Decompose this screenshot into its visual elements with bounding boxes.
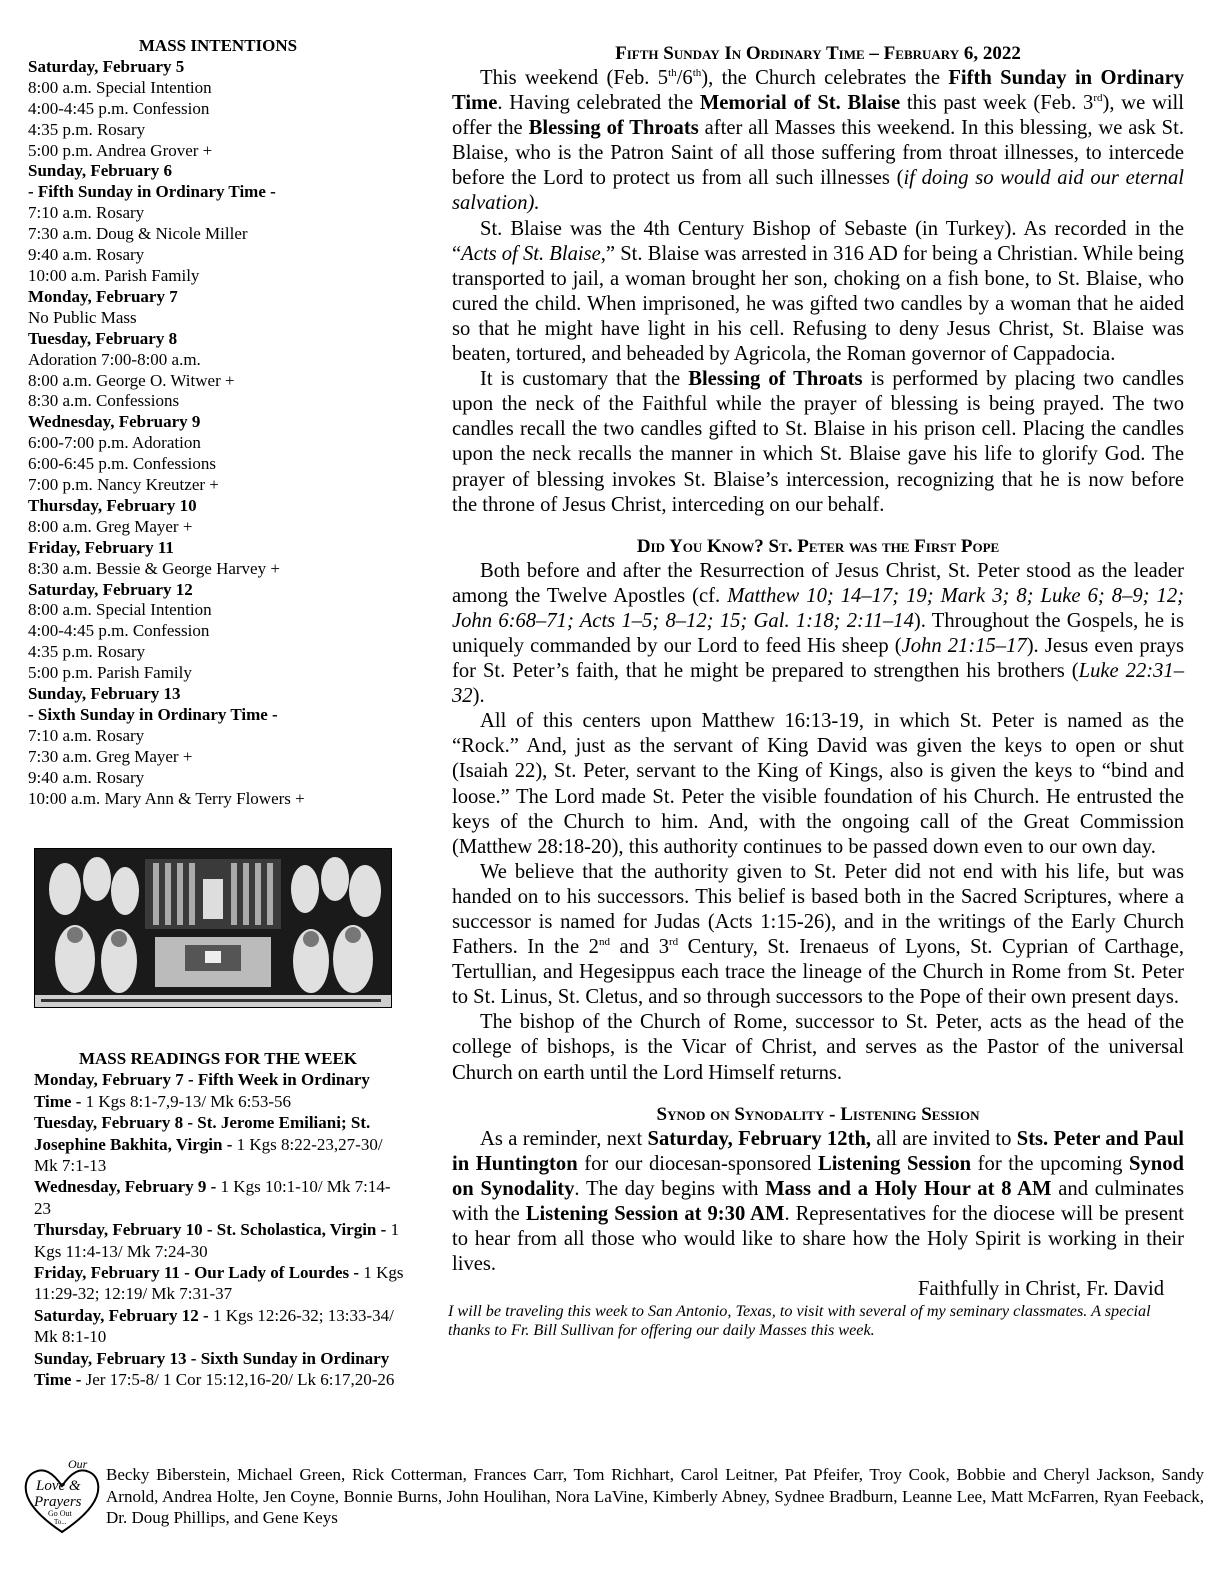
text-run: Mass and a Holy Hour at 8 AM bbox=[765, 1177, 1052, 1200]
text-run: rd bbox=[1093, 92, 1103, 105]
article-st-peter-paragraph-3 bbox=[452, 860, 1184, 1011]
article-st-peter-title: Did You Know? St. Peter was the First Pope bbox=[636, 535, 1000, 557]
article-fifth-sunday-paragraph-2 bbox=[452, 217, 1184, 368]
text-run: if doing so would aid our eternal salvation). bbox=[452, 167, 1184, 215]
intention-line: 8:30 a.m. Confessions bbox=[28, 391, 180, 411]
intention-line: 8:00 a.m. Special Intention bbox=[28, 77, 212, 97]
mass-intentions-heading: MASS INTENTIONS bbox=[138, 36, 298, 55]
article-synod-paragraph-1 bbox=[452, 1127, 1184, 1278]
intention-line: Adoration 7:00-8:00 a.m. bbox=[28, 349, 201, 369]
intention-line: 4:35 p.m. Rosary bbox=[28, 642, 146, 662]
reading-refs: 1 Kgs 10:1-10/ Mk 7:14-23 bbox=[34, 1177, 391, 1218]
reading-refs: 1 Kgs 8:22-23,27-30/ Mk 7:1-13 bbox=[34, 1134, 383, 1176]
reading-refs: 1 Kgs 11:4-13/ Mk 7:24-30 bbox=[34, 1220, 400, 1261]
text-run: nd bbox=[598, 936, 610, 949]
reading-entry bbox=[34, 1176, 406, 1219]
intention-day-heading: Saturday, February 5 bbox=[28, 56, 185, 76]
intention-day-heading: Monday, February 7 bbox=[28, 286, 178, 306]
intention-day-heading: Saturday, February 12 bbox=[28, 579, 193, 599]
text-run: Blessing of Throats bbox=[528, 117, 699, 140]
text-run: /6 bbox=[676, 67, 693, 89]
logo-word: To... bbox=[54, 1518, 67, 1526]
intention-line: 7:30 a.m. Greg Mayer + bbox=[28, 746, 193, 766]
text-run: St. Blaise was the 4th Century Bishop of Sebaste (in Turkey). As recorded in the “ bbox=[452, 217, 1184, 265]
intention-day-heading: - Fifth Sunday in Ordinary Time - bbox=[28, 182, 276, 202]
mass-intentions bbox=[28, 36, 408, 810]
article-st-peter-paragraph-4: The bishop of the Church of Rome, successor to St. Peter, acts as the head of the college of bishops, is the Vicar of Christ, and serves as the Pastor of the universal Church on earth until the Lord Himself returns. bbox=[452, 1011, 1184, 1084]
reading-entry bbox=[34, 1348, 406, 1391]
text-run: This weekend (Feb. 5 bbox=[480, 67, 669, 89]
text-run: . Representatives for the diocese will be present to hear from all those who would like to share how the Holy Spirit is working in their lives. bbox=[452, 1202, 1184, 1276]
signature: Faithfully in Christ, Fr. David bbox=[918, 1278, 1164, 1301]
intention-line: 7:30 a.m. Doug & Nicole Miller bbox=[28, 224, 248, 244]
reading-refs: 1 Kgs 8:1-7,9-13/ Mk 6:53-56 bbox=[85, 1091, 292, 1111]
mass-intentions-list bbox=[28, 57, 408, 810]
text-run: As a reminder, next bbox=[480, 1127, 648, 1150]
travel-note: I will be traveling this week to San Antonio, Texas, to visit with several of my seminary classmates. A special thanks to Fr. Bill Sullivan for offering our daily Masses this week. bbox=[448, 1302, 1151, 1340]
reading-day: Sunday, February 13 - Sixth Sunday in Ordinary Time - bbox=[34, 1348, 390, 1390]
reading-entry bbox=[34, 1219, 406, 1262]
text-run: ,” St. Blaise was arrested in 316 AD for being a Christian. While being transported to jail, a woman brought her son, choking on a fish bone, to St. Blaise, who cured the child. When imprisoned, he was gifted two candles by a woman that he aided so that he might have light in his cell. Refusing to deny Jesus Christ, St. Blaise was beaten, tortured, and beheaded by Agricola, the Roman governor of Cappadocia. bbox=[452, 242, 1184, 366]
text-run: We believe that the authority given to St. Peter did not end with his life, but was handed on to his successors. This belief is based both in the Sacred Scriptures, where a successor is named for Judas (Acts 1:15-26), and in the writings of the Early Church Fathers. In the 2 bbox=[452, 860, 1184, 959]
reading-entry bbox=[34, 1262, 406, 1305]
intention-day-heading: Tuesday, February 8 bbox=[28, 328, 178, 348]
article-st-peter-paragraph-1 bbox=[452, 559, 1184, 710]
text-run: ). Throughout the Gospels, he is uniquely commanded by our Lord to feed His sheep ( bbox=[452, 609, 1184, 657]
reading-day: Monday, February 7 - Fifth Week in Ordinary Time - bbox=[34, 1070, 370, 1111]
article-fifth-sunday-paragraph-1 bbox=[452, 66, 1184, 217]
text-run: Blessing of Throats bbox=[688, 368, 863, 391]
mass-readings bbox=[34, 1048, 406, 1391]
reading-day: Tuesday, February 8 - St. Jerome Emiliani; St. Josephine Bakhita, Virgin - bbox=[34, 1113, 371, 1154]
intention-line: 6:00-6:45 p.m. Confessions bbox=[28, 454, 216, 474]
text-run: Listening Session bbox=[817, 1152, 972, 1175]
intention-line: 7:10 a.m. Rosary bbox=[28, 203, 145, 223]
intention-line: 5:00 p.m. Andrea Grover + bbox=[28, 140, 213, 160]
intention-day-heading: Wednesday, February 9 bbox=[28, 412, 201, 432]
reading-day: Thursday, February 10 - St. Scholastica, Virgin - bbox=[34, 1220, 391, 1240]
logo-word: Go Out bbox=[48, 1509, 72, 1518]
intention-line: 9:40 a.m. Rosary bbox=[28, 245, 145, 265]
altar-engraving-svg bbox=[35, 849, 391, 1007]
text-run: ), we will offer the bbox=[452, 92, 1184, 140]
intention-line: 8:00 a.m. Special Intention bbox=[28, 600, 212, 620]
intention-day-heading: - Sixth Sunday in Ordinary Time - bbox=[28, 705, 278, 724]
intention-line: 8:00 a.m. George O. Witwer + bbox=[28, 370, 235, 390]
reading-refs: 1 Kgs 11:29-32; 12:19/ Mk 7:31-37 bbox=[34, 1263, 404, 1304]
text-run: Acts of St. Blaise bbox=[461, 242, 601, 265]
intention-line: 4:35 p.m. Rosary bbox=[28, 119, 146, 139]
text-run: Saturday, February 12th, bbox=[647, 1127, 872, 1150]
intention-day-heading: Sunday, February 13 bbox=[28, 684, 181, 704]
text-run: Listening Session at 9:30 AM bbox=[525, 1202, 785, 1225]
text-run: for our diocesan-sponsored bbox=[577, 1152, 818, 1175]
reading-day: Saturday, February 12 - bbox=[34, 1305, 213, 1325]
text-run: Matthew 10; 14–17; 19; Mark 3; 8; Luke 6; 8–9; 12; John 6:68–71; Acts 1–5; 8–12; 15; Gal. 1:18; 2:11–14 bbox=[452, 584, 1184, 632]
text-run: th bbox=[692, 67, 702, 80]
prayer-list bbox=[22, 1456, 1204, 1538]
reading-day: Friday, February 11 - Our Lady of Lourdes - bbox=[34, 1263, 364, 1283]
intention-line: 7:00 p.m. Nancy Kreutzer + bbox=[28, 475, 219, 495]
prayer-names: Becky Biberstein, Michael Green, Rick Cotterman, Frances Carr, Tom Richhart, Carol Leitner, Pat Pfeifer, Troy Cook, Bobbie and Cheryl Jackson, Sandy Arnold, Andrea Holte, Jen Coyne, Bonnie Burns, John Houlihan, Nora LaVine, Kimberly Abney, Sydnee Bradburn, Leanne Lee, Matt McFarren, Ryan Feeback, Dr. Doug Phillips, and Gene Keys bbox=[106, 1465, 1204, 1528]
text-run: and culminates with the bbox=[452, 1177, 1184, 1225]
intention-day-heading: Thursday, February 10 bbox=[28, 495, 197, 515]
text-run: after all Masses this weekend. In this blessing, we ask St. Blaise, who is the Patron Saint of all those suffering from throat illnesses, to intercede before the Lord to protect us from all such illnesses ( bbox=[452, 117, 1184, 190]
spacer bbox=[452, 518, 1184, 535]
article-fifth-sunday-title: Fifth Sunday In Ordinary Time – February 6, 2022 bbox=[615, 43, 1021, 64]
text-run: Sts. Peter and Paul in Huntington bbox=[452, 1127, 1184, 1175]
text-run: Fifth Sunday in Ordinary Time bbox=[452, 67, 1185, 115]
text-run: th bbox=[668, 67, 677, 80]
text-run: ). bbox=[472, 685, 485, 708]
intention-line: 6:00-7:00 p.m. Adoration bbox=[28, 433, 201, 453]
reading-day: Wednesday, February 9 - bbox=[34, 1177, 221, 1197]
article-fifth-sunday-paragraph-3 bbox=[452, 367, 1184, 518]
mass-readings-heading: MASS READINGS FOR THE WEEK bbox=[78, 1049, 358, 1068]
logo-word: Our bbox=[68, 1457, 88, 1471]
text-run: ), the Church celebrates the bbox=[701, 67, 949, 89]
reading-entry bbox=[34, 1305, 406, 1348]
text-run: ). Jesus even prays for St. Peter’s faith, that he might be prepared to strengthen his brothers ( bbox=[452, 634, 1185, 683]
intention-line: 8:00 a.m. Greg Mayer + bbox=[28, 516, 193, 536]
intention-day-heading: Friday, February 11 bbox=[28, 537, 174, 557]
text-run: . Having celebrated the bbox=[497, 92, 700, 115]
text-run: for the upcoming bbox=[971, 1152, 1130, 1175]
text-run: Both before and after the Resurrection of Jesus Christ, St. Peter stood as the leader among the Twelve Apostles (cf. bbox=[452, 559, 1184, 607]
intention-line: 10:00 a.m. Parish Family bbox=[28, 265, 200, 285]
mass-readings-list bbox=[34, 1069, 406, 1390]
text-run: . The day begins with bbox=[574, 1177, 766, 1200]
intention-day-heading: Sunday, February 6 bbox=[28, 161, 173, 181]
text-run: and 3 bbox=[609, 936, 669, 959]
text-run: Memorial of St. Blaise bbox=[699, 92, 901, 115]
intention-line: 8:30 a.m. Bessie & George Harvey + bbox=[28, 558, 280, 578]
intention-line: 7:10 a.m. Rosary bbox=[28, 725, 145, 745]
text-run: Synod on Synodality bbox=[452, 1152, 1185, 1200]
text-run: John 21:15–17 bbox=[901, 634, 1027, 657]
intention-line: 10:00 a.m. Mary Ann & Terry Flowers + bbox=[28, 788, 305, 808]
spacer bbox=[452, 1086, 1184, 1103]
pastor-column bbox=[448, 42, 1185, 1340]
reading-refs: 1 Kgs 12:26-32; 13:33-34/ Mk 8:1-10 bbox=[34, 1305, 394, 1347]
text-run: rd bbox=[669, 936, 679, 949]
text-run: It is customary that the bbox=[480, 368, 689, 391]
text-run: Century, St. Irenaeus of Lyons, St. Cyprian of Carthage, Tertullian, and Hegesippus each trace the lineage of the Church in Rome from St. Peter to St. Linus, St. Cletus, and so through successors to the Pope of their own present days. bbox=[452, 936, 1184, 1009]
article-synod-title: Synod on Synodality - Listening Session bbox=[656, 1103, 980, 1125]
text-run: Luke 22:31–32 bbox=[452, 660, 1184, 708]
text-run: is performed by placing two candles upon the neck of the Faithful while the prayer of blessing is being prayed. The two candles recall the two candles gifted to St. Blaise in his prison cell. Placing the candles upon the neck recalls the manner in which St. Blaise gave his life to glorify God. The prayer of blessing invokes St. Blaise’s intercession, recognizing that he is now before the throne of Jesus Christ, interceding on our behalf. bbox=[452, 368, 1184, 516]
intention-line: 5:00 p.m. Parish Family bbox=[28, 663, 192, 683]
logo-word: Love & bbox=[36, 1478, 81, 1494]
logo-word: Prayers bbox=[34, 1494, 82, 1510]
text-run: this past week (Feb. 3 bbox=[900, 92, 1094, 115]
intention-line: 9:40 a.m. Rosary bbox=[28, 767, 145, 787]
article-st-peter-paragraph-2: All of this centers upon Matthew 16:13-19, in which St. Peter is named as the “Rock.” And, just as the servant of King David was given the keys to open or shut (Isaiah 22), St. Peter, servant to the King of Kings, also is given the keys to “bind and loose.” The Lord made St. Peter the visible foundation of his Church. He entrusted the keys of the Church to him. And, with the ongoing call of the Great Commission (Matthew 28:18-20), this authority continues to be passed down even to our own day. bbox=[452, 710, 1184, 858]
reading-refs: Jer 17:5-8/ 1 Cor 15:12,16-20/ Lk 6:17,20-26 bbox=[85, 1370, 395, 1390]
reading-entry bbox=[34, 1112, 406, 1176]
reading-entry bbox=[34, 1069, 406, 1112]
intention-line: 4:00-4:45 p.m. Confession bbox=[28, 621, 210, 641]
intention-line: No Public Mass bbox=[28, 307, 137, 327]
altar-engraving-image bbox=[34, 848, 392, 1008]
intention-line: 4:00-4:45 p.m. Confession bbox=[28, 98, 210, 118]
heart-logo-icon bbox=[22, 1456, 102, 1538]
text-run: all are invited to bbox=[871, 1127, 1017, 1150]
